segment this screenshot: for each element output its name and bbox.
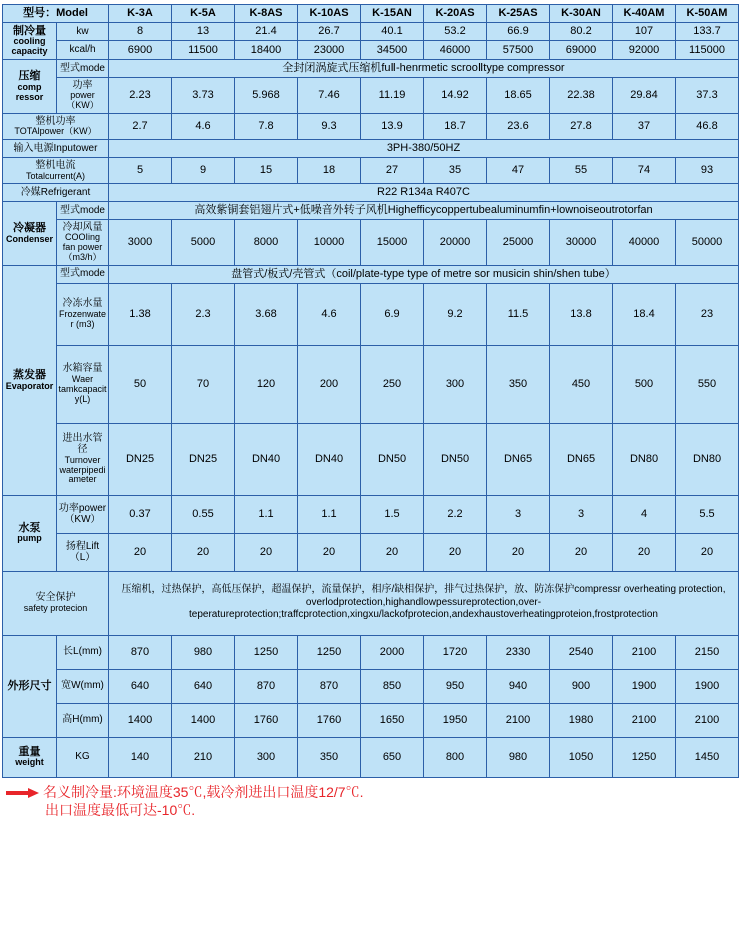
total-power-cell: 7.8 — [235, 113, 298, 139]
weight-cell: 1050 — [550, 737, 613, 777]
dim-height-cell: 2100 — [487, 703, 550, 737]
dim-width-cell: 940 — [487, 669, 550, 703]
cooling-capacity-label-cn: 制冷量 — [13, 24, 46, 37]
pump-label — [3, 495, 57, 571]
model-cell: K-8AS — [235, 5, 298, 23]
pump-label-cn: 水泵 — [18, 521, 41, 534]
cooling-kcal-cell: 69000 — [550, 41, 613, 60]
dim-length-cell: 2150 — [676, 635, 739, 669]
table-row-pump-power — [3, 495, 739, 533]
water-tank-cell: 250 — [361, 345, 424, 423]
dim-height-cell: 1400 — [172, 703, 235, 737]
table-row-total-power — [3, 113, 739, 139]
compressor-power-cell: 29.84 — [613, 77, 676, 113]
total-power-cell: 18.7 — [424, 113, 487, 139]
footnote-line-1: 名义制冷量:环境温度35℃,载冷剂进出口温度12/7℃. — [43, 783, 364, 800]
condenser-fan-cell: 10000 — [298, 219, 361, 265]
cooling-kw-cell: 80.2 — [550, 22, 613, 41]
frozen-water-label-cn: 冷冻水量 — [62, 298, 103, 310]
water-tank-cell: 120 — [235, 345, 298, 423]
total-current-cell: 93 — [676, 158, 739, 184]
cooling-kcal-cell: 18400 — [235, 41, 298, 60]
cooling-kw-cell: 21.4 — [235, 22, 298, 41]
total-power-cell: 37 — [613, 113, 676, 139]
arrow-icon — [6, 788, 40, 798]
weight-cell: 1250 — [613, 737, 676, 777]
compressor-power-cell: 18.65 — [487, 77, 550, 113]
table-row-condenser-fan — [3, 219, 739, 265]
safety-value: 压缩机，过热保护，高低压保护，超温保护，流量保护，相序/缺相保护，排气过热保护，放、防冻保护compressr overheating protection, overlodprotection,highandlowpessureprotection,over-teperatureprotection;traffcprotection,xingxu/lackofprotecion,andexhaustoverheatingproteion,frostprotection — [109, 571, 739, 635]
total-current-label — [3, 158, 109, 184]
dim-width-cell: 950 — [424, 669, 487, 703]
table-row-evaporator-type — [3, 265, 739, 283]
dim-height-cell: 1760 — [235, 703, 298, 737]
model-cell: K-30AN — [550, 5, 613, 23]
pump-lift-cell: 20 — [676, 533, 739, 571]
water-pipe-cell: DN40 — [235, 423, 298, 495]
frozen-water-label-en: Frozenwater (m3) — [58, 308, 107, 329]
condenser-fan-label-en: COOIing fan power（m3/h） — [62, 232, 103, 262]
table-row-dim-length — [3, 635, 739, 669]
dim-length-cell: 2330 — [487, 635, 550, 669]
condenser-fan-cell: 20000 — [424, 219, 487, 265]
cooling-kcal-cell: 11500 — [172, 41, 235, 60]
evaporator-label-en: Evaporator — [5, 380, 54, 391]
pump-power-cell: 2.2 — [424, 495, 487, 533]
water-pipe-label — [57, 423, 109, 495]
condenser-fan-cell: 8000 — [235, 219, 298, 265]
condenser-fan-cell: 5000 — [172, 219, 235, 265]
model-cell: K-40AM — [613, 5, 676, 23]
table-row-water-pipe — [3, 423, 739, 495]
evaporator-label-cn: 蒸发器 — [13, 368, 46, 381]
unit-kw: kw — [57, 22, 109, 41]
compressor-type-label: 型式mode — [57, 60, 109, 78]
cooling-kcal-cell: 92000 — [613, 41, 676, 60]
cooling-kcal-cell: 115000 — [676, 41, 739, 60]
safety-label — [3, 571, 109, 635]
dim-length-cell: 1250 — [235, 635, 298, 669]
evaporator-type-value: 盘管式/板式/壳管式（coil/plate-type type of metre sor musicin shin/shen tube） — [109, 265, 739, 283]
water-pipe-cell: DN80 — [613, 423, 676, 495]
condenser-type-label: 型式mode — [57, 202, 109, 220]
water-tank-cell: 500 — [613, 345, 676, 423]
water-pipe-cell: DN40 — [298, 423, 361, 495]
total-power-cell: 27.8 — [550, 113, 613, 139]
frozen-water-cell: 3.68 — [235, 283, 298, 345]
cooling-kw-cell: 13 — [172, 22, 235, 41]
pump-lift-cell: 20 — [361, 533, 424, 571]
condenser-fan-cell: 40000 — [613, 219, 676, 265]
weight-label — [3, 737, 57, 777]
dim-height-cell: 1980 — [550, 703, 613, 737]
footnote-line-2: 出口温度最低可达-10℃. — [45, 802, 196, 819]
pump-lift-cell: 20 — [298, 533, 361, 571]
water-tank-label-en: Waer tamkcapacity(L) — [58, 373, 107, 404]
water-pipe-cell: DN65 — [550, 423, 613, 495]
compressor-power-cell: 37.3 — [676, 77, 739, 113]
weight-label-en: weight — [15, 757, 44, 768]
condenser-fan-cell: 30000 — [550, 219, 613, 265]
pump-power-label: 功率power（KW） — [57, 495, 109, 533]
chiller-spec-table — [2, 4, 739, 778]
table-row-input-power — [3, 140, 739, 158]
weight-cell: 1450 — [676, 737, 739, 777]
total-power-cell: 2.7 — [109, 113, 172, 139]
condenser-fan-cell: 50000 — [676, 219, 739, 265]
cooling-kcal-cell: 57500 — [487, 41, 550, 60]
pump-power-cell: 1.1 — [235, 495, 298, 533]
water-tank-cell: 450 — [550, 345, 613, 423]
table-row-total-current — [3, 158, 739, 184]
input-power-label: 输入电源Inputower — [3, 140, 109, 158]
total-power-cell: 23.6 — [487, 113, 550, 139]
dim-height-cell: 1650 — [361, 703, 424, 737]
compressor-power-cell: 11.19 — [361, 77, 424, 113]
total-power-label — [3, 113, 109, 139]
cooling-kw-cell: 53.2 — [424, 22, 487, 41]
input-power-value: 3PH-380/50HZ — [109, 140, 739, 158]
pump-power-cell: 0.37 — [109, 495, 172, 533]
compressor-power-cell: 5.968 — [235, 77, 298, 113]
pump-lift-cell: 20 — [235, 533, 298, 571]
table-row-compressor-power — [3, 77, 739, 113]
dim-height-cell: 2100 — [676, 703, 739, 737]
compressor-power-cell: 3.73 — [172, 77, 235, 113]
dim-length-cell: 1720 — [424, 635, 487, 669]
condenser-type-value: 高效紫铜套铝翅片式+低噪音外转子风机Highefficycoppertubealuminumfin+lownoiseoutrotorfan — [109, 202, 739, 220]
compressor-label-cn: 压缩 — [18, 70, 41, 83]
table-row-cooling-kw — [3, 22, 739, 41]
cooling-kcal-cell: 6900 — [109, 41, 172, 60]
dim-width-cell: 1900 — [613, 669, 676, 703]
pump-lift-cell: 20 — [424, 533, 487, 571]
table-row-safety — [3, 571, 739, 635]
dim-length-cell: 980 — [172, 635, 235, 669]
pump-power-cell: 1.5 — [361, 495, 424, 533]
condenser-fan-label — [57, 219, 109, 265]
water-pipe-cell: DN65 — [487, 423, 550, 495]
total-power-label-en: TOTAlpower（KW） — [14, 126, 97, 137]
dim-height-cell: 2100 — [613, 703, 676, 737]
pump-lift-label: 扬程Lift（L） — [57, 533, 109, 571]
model-label: 型号：Model — [3, 5, 109, 23]
cooling-kw-cell: 40.1 — [361, 22, 424, 41]
model-cell: K-10AS — [298, 5, 361, 23]
weight-unit: KG — [57, 737, 109, 777]
dim-width-label: 宽W(mm) — [57, 669, 109, 703]
weight-cell: 350 — [298, 737, 361, 777]
cooling-kcal-cell: 23000 — [298, 41, 361, 60]
pump-power-cell: 4 — [613, 495, 676, 533]
table-row-compressor-type — [3, 60, 739, 78]
model-cell: K-5A — [172, 5, 235, 23]
pump-lift-cell: 20 — [109, 533, 172, 571]
dim-width-cell: 1900 — [676, 669, 739, 703]
water-pipe-label-en: Turnover waterpipedi ameter — [59, 454, 106, 485]
total-current-cell: 74 — [613, 158, 676, 184]
condenser-label-en: Condenser — [5, 233, 53, 244]
table-row-dim-width — [3, 669, 739, 703]
frozen-water-cell: 6.9 — [361, 283, 424, 345]
dim-width-cell: 850 — [361, 669, 424, 703]
dim-length-cell: 2100 — [613, 635, 676, 669]
model-cell: K-15AN — [361, 5, 424, 23]
frozen-water-cell: 2.3 — [172, 283, 235, 345]
weight-cell: 800 — [424, 737, 487, 777]
table-row-pump-lift — [3, 533, 739, 571]
table-row-refrigerant — [3, 184, 739, 202]
pump-power-cell: 3 — [550, 495, 613, 533]
compressor-power-cell: 22.38 — [550, 77, 613, 113]
condenser-fan-cell: 3000 — [109, 219, 172, 265]
water-pipe-label-cn: 进出水管径 — [62, 432, 103, 456]
total-power-label-cn: 整机功率 — [35, 115, 76, 127]
frozen-water-cell: 1.38 — [109, 283, 172, 345]
total-current-label-cn: 整机电流 — [35, 160, 76, 172]
total-power-cell: 4.6 — [172, 113, 235, 139]
water-pipe-cell: DN25 — [172, 423, 235, 495]
dim-height-label: 高H(mm) — [57, 703, 109, 737]
condenser-fan-cell: 15000 — [361, 219, 424, 265]
table-row-model — [3, 5, 739, 23]
total-power-cell: 46.8 — [676, 113, 739, 139]
model-cell: K-50AM — [676, 5, 739, 23]
frozen-water-cell: 11.5 — [487, 283, 550, 345]
model-cell: K-25AS — [487, 5, 550, 23]
compressor-power-cell: 14.92 — [424, 77, 487, 113]
frozen-water-cell: 13.8 — [550, 283, 613, 345]
total-current-cell: 15 — [235, 158, 298, 184]
water-pipe-cell: DN80 — [676, 423, 739, 495]
pump-power-cell: 3 — [487, 495, 550, 533]
safety-label-en: safety protecion — [23, 602, 88, 613]
pump-power-cell: 5.5 — [676, 495, 739, 533]
dim-length-cell: 2000 — [361, 635, 424, 669]
table-row-condenser-type — [3, 202, 739, 220]
model-cell: K-20AS — [424, 5, 487, 23]
refrigerant-value: R22 R134a R407C — [109, 184, 739, 202]
compressor-power-label-cn: 功率 — [72, 79, 93, 91]
evaporator-label — [3, 265, 57, 495]
compressor-label-cn3: ressor — [15, 91, 44, 102]
total-current-label-en: Totalcurrent(A) — [25, 170, 86, 181]
total-current-cell: 35 — [424, 158, 487, 184]
refrigerant-label: 冷媒Refrigerant — [3, 184, 109, 202]
weight-cell: 300 — [235, 737, 298, 777]
cooling-kw-cell: 8 — [109, 22, 172, 41]
weight-cell: 980 — [487, 737, 550, 777]
compressor-label-cn2: comp — [17, 81, 42, 92]
compressor-power-label — [57, 77, 109, 113]
condenser-label-cn: 冷凝器 — [13, 222, 46, 235]
frozen-water-cell: 9.2 — [424, 283, 487, 345]
weight-cell: 210 — [172, 737, 235, 777]
dim-length-cell: 2540 — [550, 635, 613, 669]
pump-label-en: pump — [17, 533, 42, 544]
safety-label-cn: 安全保护 — [35, 592, 76, 604]
pump-lift-cell: 20 — [487, 533, 550, 571]
table-row-weight — [3, 737, 739, 777]
frozen-water-cell: 23 — [676, 283, 739, 345]
dim-width-cell: 870 — [298, 669, 361, 703]
table-row-frozen-water — [3, 283, 739, 345]
dim-width-cell: 640 — [172, 669, 235, 703]
compressor-power-label-en: power（KW） — [66, 90, 99, 111]
pump-power-cell: 1.1 — [298, 495, 361, 533]
model-cell: K-3A — [109, 5, 172, 23]
weight-cell: 140 — [109, 737, 172, 777]
compressor-label — [3, 60, 57, 114]
dimensions-label: 外形尺寸 — [3, 635, 57, 737]
water-pipe-cell: DN50 — [424, 423, 487, 495]
frozen-water-cell: 18.4 — [613, 283, 676, 345]
condenser-fan-cell: 25000 — [487, 219, 550, 265]
water-tank-cell: 50 — [109, 345, 172, 423]
dim-height-cell: 1400 — [109, 703, 172, 737]
cooling-kw-cell: 133.7 — [676, 22, 739, 41]
cooling-kcal-cell: 46000 — [424, 41, 487, 60]
compressor-power-cell: 2.23 — [109, 77, 172, 113]
water-pipe-cell: DN50 — [361, 423, 424, 495]
frozen-water-cell: 4.6 — [298, 283, 361, 345]
compressor-power-cell: 7.46 — [298, 77, 361, 113]
total-current-cell: 47 — [487, 158, 550, 184]
dim-length-cell: 870 — [109, 635, 172, 669]
water-tank-cell: 550 — [676, 345, 739, 423]
pump-lift-cell: 20 — [172, 533, 235, 571]
dim-length-cell: 1250 — [298, 635, 361, 669]
total-current-cell: 9 — [172, 158, 235, 184]
total-current-cell: 5 — [109, 158, 172, 184]
water-tank-cell: 200 — [298, 345, 361, 423]
pump-power-cell: 0.55 — [172, 495, 235, 533]
cooling-kw-cell: 107 — [613, 22, 676, 41]
dim-length-label: 长L(mm) — [57, 635, 109, 669]
cooling-kw-cell: 66.9 — [487, 22, 550, 41]
dim-height-cell: 1950 — [424, 703, 487, 737]
cooling-capacity-label-en: cooling capacity — [11, 36, 48, 57]
unit-kcal: kcal/h — [57, 41, 109, 60]
pump-lift-cell: 20 — [550, 533, 613, 571]
table-row-dim-height — [3, 703, 739, 737]
water-tank-cell: 350 — [487, 345, 550, 423]
pump-lift-cell: 20 — [613, 533, 676, 571]
total-current-cell: 27 — [361, 158, 424, 184]
water-tank-label — [57, 345, 109, 423]
weight-label-cn: 重量 — [18, 745, 41, 758]
total-power-cell: 9.3 — [298, 113, 361, 139]
total-power-cell: 13.9 — [361, 113, 424, 139]
footnote — [2, 783, 738, 821]
condenser-fan-label-cn: 冷却风量 — [62, 221, 103, 233]
evaporator-type-label: 型式mode — [57, 265, 109, 283]
cooling-kw-cell: 26.7 — [298, 22, 361, 41]
condenser-label — [3, 202, 57, 266]
water-pipe-cell: DN25 — [109, 423, 172, 495]
water-tank-cell: 70 — [172, 345, 235, 423]
dim-width-cell: 900 — [550, 669, 613, 703]
cooling-kcal-cell: 34500 — [361, 41, 424, 60]
dim-width-cell: 870 — [235, 669, 298, 703]
table-row-water-tank — [3, 345, 739, 423]
table-row-cooling-kcal — [3, 41, 739, 60]
water-tank-label-cn: 水箱容量 — [62, 363, 103, 375]
weight-cell: 650 — [361, 737, 424, 777]
total-current-cell: 18 — [298, 158, 361, 184]
dim-height-cell: 1760 — [298, 703, 361, 737]
total-current-cell: 55 — [550, 158, 613, 184]
compressor-type-value: 全封闭涡旋式压缩机fuⅡ-henrmetic scrooⅡtype compressor — [109, 60, 739, 78]
water-tank-cell: 300 — [424, 345, 487, 423]
cooling-capacity-label — [3, 22, 57, 59]
dim-width-cell: 640 — [109, 669, 172, 703]
frozen-water-label — [57, 283, 109, 345]
